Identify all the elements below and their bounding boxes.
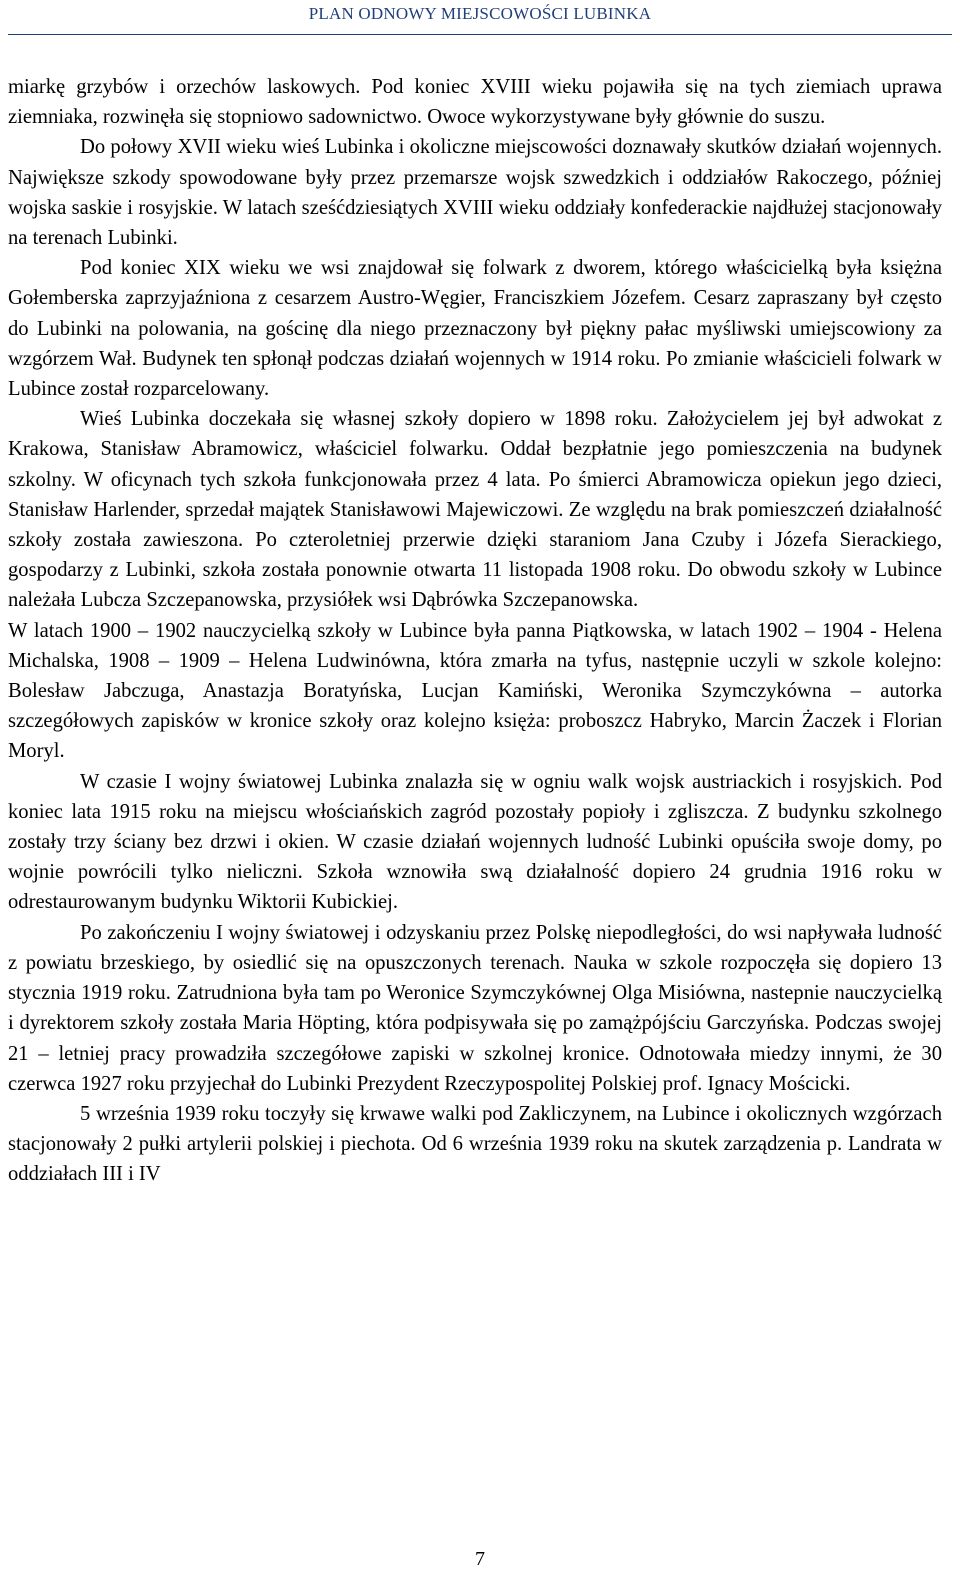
paragraph-5: W latach 1900 – 1902 nauczycielką szkoły w Lubince była panna Piątkowska, w latach 1902 – 1904 - Helena Michalska, 1908 – 1909 – Helena Ludwinówna, która zmarła na tyfus, następnie uczyli w szkole kolejno: Bolesław Jabczuga, Anastazja Boratyńska, Lucjan Kamiński, Weronika Szymczykówna – autorka szczegółowych zapisków w kronice szkoły oraz kolejno księża: proboszcz Habryko, Marcin Żaczek i Florian Moryl. — [8, 619, 942, 763]
paragraph-8: 5 września 1939 roku toczyły się krwawe walki pod Zakliczynem, na Lubince i okolicznych wzgórzach stacjonowały 2 pułki artylerii polskiej i piechota. Od 6 września 1939 roku na skutek zarządzenia p. Landrata w oddziałach III i IV — [8, 1102, 942, 1186]
paragraph-1: miarkę grzybów i orzechów laskowych. Pod koniec XVIII wieku pojawiła się na tych ziemiach uprawa ziemniaka, rozwinęła się stopniowo sadownictwo. Owoce wykorzystywane były głównie do suszu. — [8, 76, 942, 129]
page-body — [8, 72, 942, 1190]
running-header: PLAN ODNOWY MIEJSCOWOŚCI LUBINKA — [308, 4, 652, 23]
paragraph-3: Pod koniec XIX wieku we wsi znajdował się folwark z dworem, którego właścicielką była księżna Gołemberska zaprzyjaźniona z cesarzem Austro-Węgier, Franciszkiem Józefem. Cesarz zapraszany był często do Lubinki na polowania, na gościnę dla niego przeznaczony był piękny pałac myśliwski umiejscowiony za wzgórzem Wał. Budynek ten spłonął podczas działań wojennych w 1914 roku. Po zmianie właścicieli folwark w Lubince został rozparcelowany. — [8, 257, 942, 401]
paragraph-6: W czasie I wojny światowej Lubinka znalazła się w ogniu walk wojsk austriackich i rosyjskich. Pod koniec lata 1915 roku na miejscu włościańskich zagród pozostały popioły i zgliszcza. Z budynku szkolnego zostały trzy ściany bez drzwi i okien. W czasie działań wojennych ludność Lubinki opuściła swoje domy, po wojnie powrócili tylko nieliczni. Szkoła wznowiła swą działalność dopiero 24 grudnia 1916 roku w odrestaurowanym budynku Wiktorii Kubickiej. — [8, 770, 942, 914]
page-number: 7 — [475, 1548, 485, 1570]
paragraph-7: Po zakończeniu I wojny światowej i odzyskaniu przez Polskę niepodległości, do wsi napływała ludność z powiatu brzeskiego, by osiedlić się na opuszczonych terenach. Nauka w szkole rozpoczęła się dopiero 13 stycznia 1919 roku. Zatrudniona była tam po Weronice Szymczykównej Olga Misiówna, nastepnie nauczycielką i dyrektorem szkoły została Maria Höpting, która podpisywała się po zamążpójściu Garczyńska. Podczas swojej 21 – letniej pracy prowadziła szczegółowe zapiski w szkolnej kronice. Odnotowała miedzy innymi, że 30 czerwca 1927 roku przyjechał do Lubinki Prezydent Rzeczypospolitej Polskiej prof. Ignacy Mościcki. — [8, 921, 942, 1095]
paragraph-2: Do połowy XVII wieku wieś Lubinka i okoliczne miejscowości doznawały skutków działań wojennych. Największe szkody spowodowane były przez przemarsze wojsk szwedzkich i oddziałów Rakoczego, później wojska saskie i rosyjskie. W latach sześćdziesiątych XVIII wieku oddziały konfederackie najdłużej stacjonowały na terenach Lubinki. — [8, 136, 942, 250]
header-rule — [8, 34, 952, 35]
paragraph-4: Wieś Lubinka doczekała się własnej szkoły dopiero w 1898 roku. Założycielem jej był adwokat z Krakowa, Stanisław Abramowicz, właściciel folwarku. Oddał bezpłatnie jego pomieszczenia na budynek szkolny. W oficynach tych szkoła funkcjonowała przez 4 lata. Po śmierci Abramowicza opiekun jego dzieci, Stanisław Harlender, sprzedał majątek Stanisławowi Majewiczowi. Ze względu na brak pomieszczeń działalność szkoły została zawieszona. Po czteroletniej przerwie dzięki staraniom Jana Czuby i Józefa Sierackiego, gospodarzy z Lubinki, szkoła została ponownie otwarta 11 listopada 1908 roku. Do obwodu szkoły w Lubince należała Lubcza Szczepanowska, przysiółek wsi Dąbrówka Szczepanowska. — [8, 408, 942, 612]
